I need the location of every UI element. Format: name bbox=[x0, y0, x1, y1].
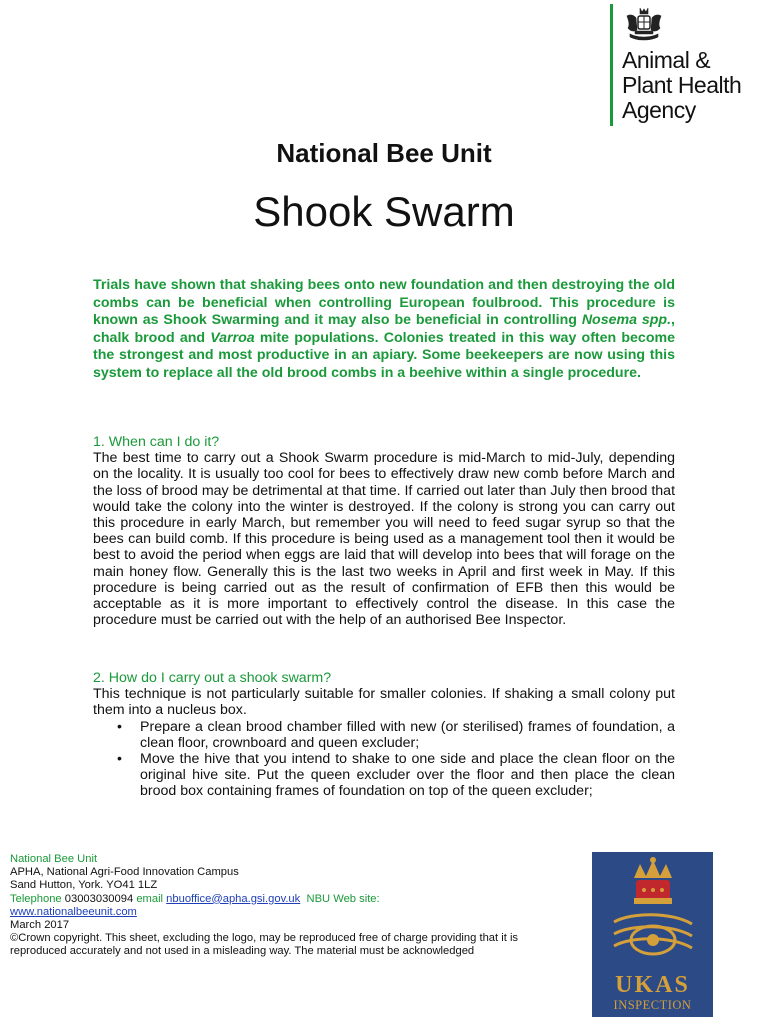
section-when bbox=[93, 434, 675, 628]
footer-copyright: ©Crown copyright. This sheet, excluding the logo, may be reproduced free of charge providing that it is reproduced accurately and not used in a misleading way. The material must be acknowledged bbox=[10, 932, 519, 958]
section-heading: 2. How do I carry out a shook swarm? bbox=[93, 670, 332, 686]
section-how bbox=[93, 670, 675, 800]
footer-contact bbox=[10, 893, 570, 906]
unit-title: National Bee Unit bbox=[276, 138, 492, 168]
email-label: email bbox=[136, 892, 164, 905]
agency-name-line: Agency bbox=[622, 97, 696, 123]
ukas-subtitle: INSPECTION bbox=[613, 998, 692, 1012]
email-link[interactable]: nbuoffice@apha.gsi.gov.uk bbox=[166, 892, 301, 905]
intro-text: mite populations. Colonies treated in this way often become the strongest and most productive in an apiary. Some beekeepers are now using this system to replace all the old brood combs in a beehive within a single procedure. bbox=[93, 329, 675, 381]
logo-divider bbox=[610, 4, 613, 126]
royal-coat-of-arms-icon bbox=[624, 6, 664, 44]
agency-name bbox=[622, 48, 741, 123]
page-title: Shook Swarm bbox=[253, 188, 515, 235]
telephone-label: Telephone bbox=[10, 892, 62, 905]
section-body: This technique is not particularly suitable for smaller colonies. If shaking a small colony put them into a nucleus box. bbox=[93, 686, 675, 719]
intro-varroa: Varroa bbox=[210, 329, 255, 346]
intro-text: Trials have shown that shaking bees onto new foundation and then destroying the old combs can be beneficial when controlling European foulbrood. This procedure is known as Shook Swarming and it may also be beneficial in controlling bbox=[93, 277, 675, 328]
list-item: • Move the hive that you intend to shake to one side and place the clean floor on the original hive site. Put the queen excluder over the floor and then place the clean brood box containing frames of foundation on top of the queen excluder; bbox=[93, 751, 675, 800]
ukas-name: UKAS bbox=[615, 972, 690, 998]
apha-logo bbox=[606, 4, 766, 128]
footer-address: Sand Hutton, York. YO41 1LZ bbox=[10, 879, 158, 892]
website-link[interactable]: www.nationalbeeunit.com bbox=[10, 905, 137, 918]
section-body: The best time to carry out a Shook Swarm procedure is mid-March to mid-July, depending on the locality. It is usually too cool for bees to effectively draw new comb before March and the loss of brood may be detrimental at that time. If carried out later than July then brood that would take the colony into the winter is destroyed. If the colony is strong you can carry out this procedure in early March, but remember you will need to feed sugar syrup so that the bees can build comb. If this procedure is being used as a management tool then it would be best to avoid the period when eggs are laid that will develop into bees that will forage on the main honey flow. Generally this is the last two weeks in April and first week in May. If this procedure is being carried out as the result of confirmation of EFB then this would be acceptable as it is more important to effectively control the disease. In this case the procedure must be carried out with the help of an authorised Bee Inspector. bbox=[93, 450, 676, 629]
list-item: • Prepare a clean brood chamber filled with new (or sterilised) frames of foundation, a clean floor, crownboard and queen excluder; bbox=[93, 719, 675, 751]
telephone-number: 03003030094 bbox=[64, 892, 134, 905]
intro-nosema: Nosema spp. bbox=[581, 312, 672, 328]
footer bbox=[10, 853, 570, 959]
intro-paragraph bbox=[93, 277, 675, 382]
agency-name-line: Animal & bbox=[622, 47, 711, 73]
website-label: NBU Web site: bbox=[306, 892, 380, 905]
intro-text: , chalk brood and bbox=[93, 312, 675, 346]
footer-date: March 2017 bbox=[10, 919, 70, 932]
footer-address: APHA, National Agri-Food Innovation Campus bbox=[10, 866, 239, 879]
section-heading: 1. When can I do it? bbox=[93, 434, 220, 450]
footer-org: National Bee Unit bbox=[10, 853, 98, 865]
ukas-logo bbox=[592, 852, 713, 1017]
agency-name-line: Plant Health bbox=[622, 72, 742, 98]
steps-list bbox=[93, 719, 675, 800]
